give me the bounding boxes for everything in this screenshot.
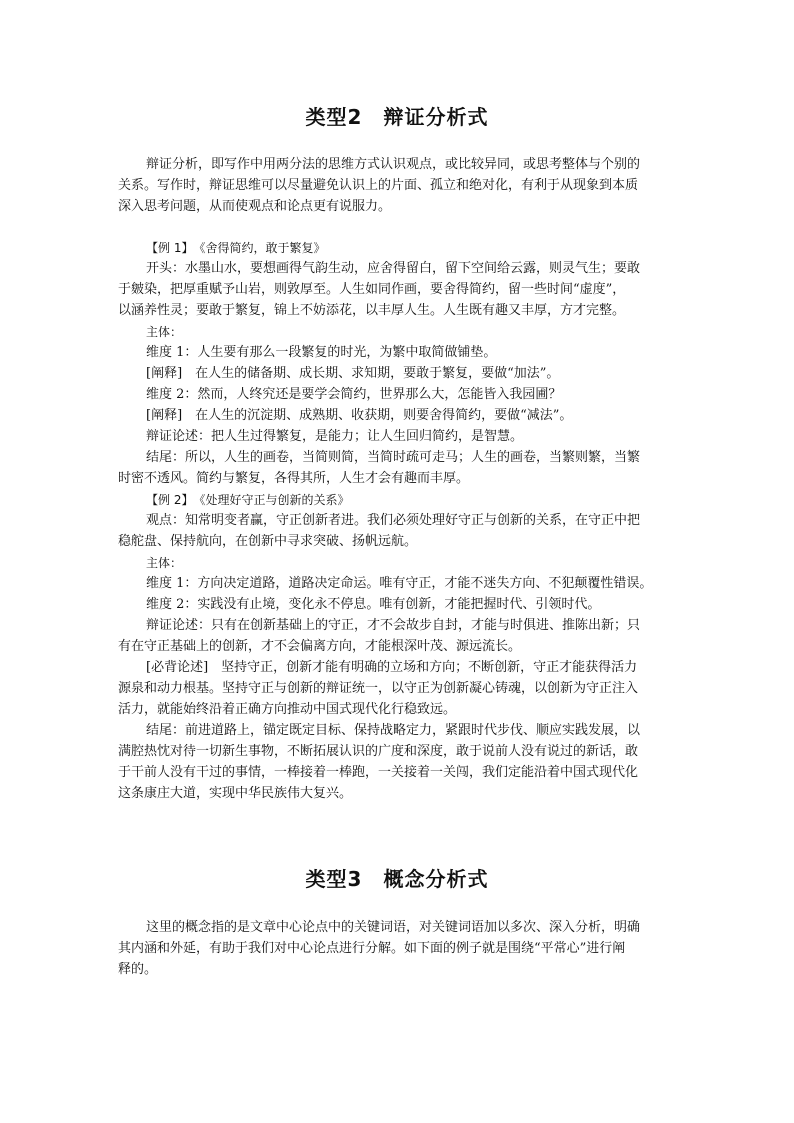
- example-2-line: 维度 1：方向决定道路，道路决定命运。唯有守正，才能不迷失方向、不犯颠覆性错误。: [146, 576, 653, 591]
- intro-line: 关系。写作时，辩证思维可以尽量避免认识上的片面、孤立和绝对化，有利于从现象到本质: [118, 178, 639, 193]
- example-1-line: [阐释] 在人生的储备期、成长期、求知期，要敢于繁复，要做“加法”。: [146, 366, 560, 381]
- example-1-line: 维度 1：人生要有那么一段繁复的时光，为繁中取简做铺垫。: [146, 345, 497, 360]
- example-2-line: [必背论述] 坚持守正，创新才能有明确的立场和方向；不断创新，守正才能获得活力: [146, 660, 638, 675]
- example-2-line: 观点：知常明变者赢，守正创新者进。我们必须处理好守正与创新的关系，在守正中把: [146, 513, 641, 528]
- intro-line: 释的。: [118, 962, 158, 977]
- intro-line: 辩证分析，即写作中用两分法的思维方式认识观点，或比较异同，或思考整体与个别的: [146, 157, 641, 172]
- example-1-heading: 【例 1】 《舍得简约，敢于繁复》: [146, 241, 326, 255]
- example-1-line: 主体：: [146, 325, 183, 339]
- example-1-line: 维度 2：然而，人终究还是要学会简约，世界那么大，怎能皆入我园圃？: [146, 387, 562, 402]
- example-2-line: 辩证论述：只有在创新基础上的守正，才不会故步自封，才能与时俱进、推陈出新；只: [146, 618, 641, 633]
- intro-line: 这里的概念指的是文章中心论点中的关键词语，对关键词语加以多次、深入分析，明确: [146, 920, 641, 935]
- example-2-line: 维度 2：实践没有止境，变化永不停息。唯有创新，才能把握时代、引领时代。: [146, 597, 601, 612]
- example-2-line: 源泉和动力根基。坚持守正与创新的辩证统一，以守正为创新凝心铸魂，以创新为守正注入: [118, 681, 639, 696]
- example-2-line: 有在守正基础上的创新，才不会偏离方向，才能根深叶茂、源远流长。: [118, 639, 522, 654]
- example-2-line: 主体：: [146, 556, 183, 570]
- intro-line: 深入思考问题，从而使观点和论点更有说服力。: [118, 199, 392, 214]
- example-1-line: 结尾：所以，人生的画卷，当简则简，当简时疏可走马；人生的画卷，当繁则繁，当繁: [146, 450, 641, 465]
- example-2-line: 满腔热忱对待一切新生事物，不断拓展认识的广度和深度，敢于说前人没有说过的新话，敢: [118, 744, 639, 759]
- example-1-line: 开头：水墨山水，要想画得气韵生动，应舍得留白，留下空间给云露，则灵气生；要敢: [146, 261, 641, 276]
- example-1-line: 于皴染，把厚重赋予山岩，则敦厚至。人生如同作画，要舍得简约，留一些时间“虚度”，: [118, 282, 626, 297]
- example-2-line: 于干前人没有干过的事情，一棒接着一棒跑，一关接着一关闯，我们定能沿着中国式现代化: [118, 765, 639, 780]
- section-title-type3: 类型3 概念分析式: [305, 867, 489, 891]
- example-2-line: 活力，就能始终沿着正确方向推动中国式现代化行稳致远。: [118, 702, 457, 717]
- example-2-heading: 【例 2】 《处理好守正与创新的关系》: [146, 493, 350, 507]
- example-2-line: 结尾：前进道路上，锚定既定目标、保持战略定力，紧跟时代步伐、顺应实践发展，以: [146, 723, 641, 738]
- example-1-line: [阐释] 在人生的沉淀期、成熟期、收获期，则要舍得简约，要做“减法”。: [146, 408, 573, 423]
- example-2-line: 这条康庄大道，实现中华民族伟大复兴。: [118, 786, 353, 801]
- example-1-line: 辩证论述：把人生过得繁复，是能力；让人生回归简约，是智慧。: [146, 429, 524, 444]
- example-1-line: 以涵养性灵；要敢于繁复，锦上不妨添花，以丰厚人生。人生既有趣又丰厚，方才完整。: [118, 303, 626, 318]
- section-title-type2: 类型2 辩证分析式: [305, 105, 489, 129]
- example-1-line: 时密不透风。简约与繁复，各得其所，人生才会有趣而丰厚。: [118, 471, 470, 486]
- intro-line: 其内涵和外延，有助于我们对中心论点进行分解。如下面的例子就是围绕“平常心”进行阐: [118, 941, 626, 956]
- example-2-line: 稳舵盘、保持航向，在创新中寻求突破、扬帆远航。: [118, 534, 418, 549]
